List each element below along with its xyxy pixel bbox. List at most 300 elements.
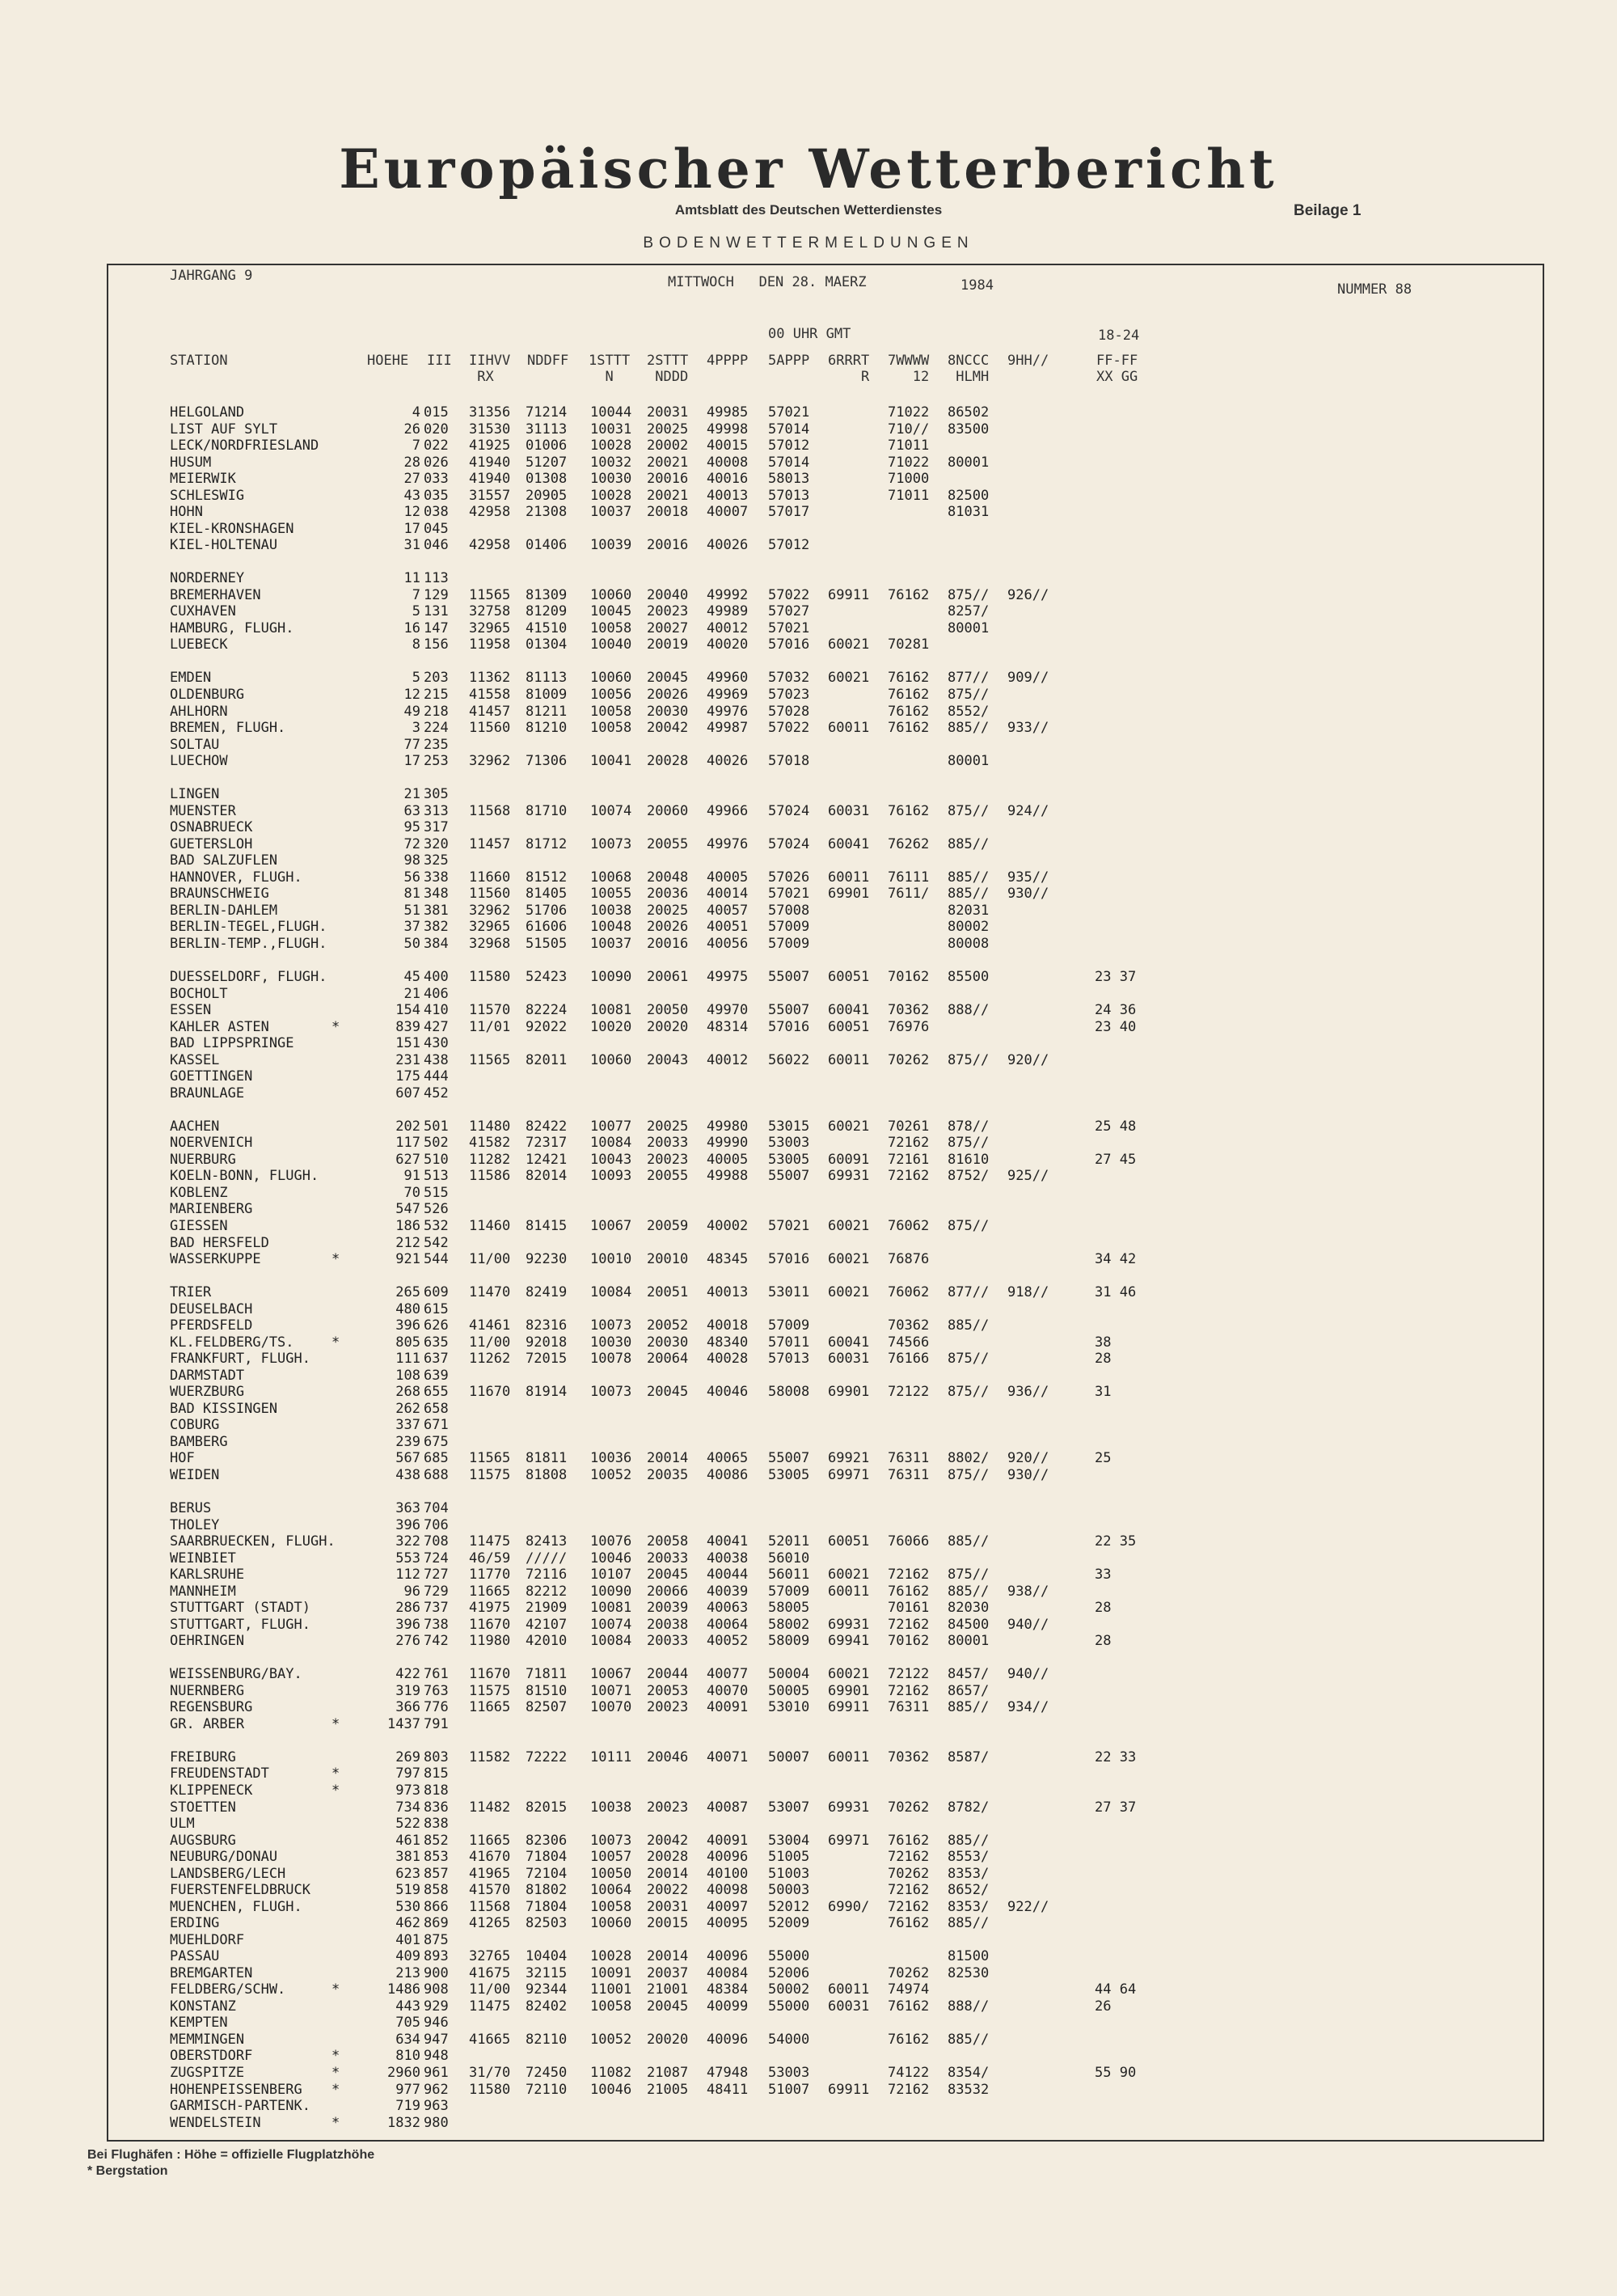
group-g1: 42958 <box>469 504 511 521</box>
group-g2: 72317 <box>526 1135 568 1152</box>
group-g4: 20045 <box>647 1384 689 1401</box>
group-g6: 51005 <box>768 1849 810 1866</box>
station-height: 422 <box>395 1666 420 1683</box>
station-height: 12 <box>403 504 420 521</box>
group-g1: 42958 <box>469 537 511 554</box>
table-row <box>0 819 1617 835</box>
table-row <box>0 1998 1617 2015</box>
group-g8: 76162 <box>888 2031 930 2048</box>
group-g8: 76162 <box>888 720 930 737</box>
group-g2: 20905 <box>526 487 568 504</box>
group-g2: ///// <box>526 1550 568 1567</box>
group-g3: 10060 <box>590 1051 632 1068</box>
station-name: NEUBURG/DONAU <box>170 1849 278 1866</box>
station-name: SCHLESWIG <box>170 487 245 504</box>
wind-gust: 31 <box>1095 1384 1112 1401</box>
station-height: 43 <box>403 487 420 504</box>
group-g6: 56022 <box>768 1051 810 1068</box>
station-name: WUERZBURG <box>170 1384 245 1401</box>
station-name: ERDING <box>170 1915 220 1932</box>
station-index: 615 <box>424 1300 449 1317</box>
station-height: 719 <box>395 2098 420 2115</box>
station-index: 406 <box>424 985 449 1002</box>
station-name: WEINBIET <box>170 1550 236 1567</box>
station-height: 63 <box>403 802 420 819</box>
group-g7: 60021 <box>828 1666 870 1683</box>
table-row <box>0 903 1617 919</box>
group-g6: 50005 <box>768 1682 810 1699</box>
station-index: 444 <box>424 1068 449 1085</box>
group-g8: 76062 <box>888 1284 930 1301</box>
table-row <box>0 737 1617 753</box>
group-g8: 70262 <box>888 1051 930 1068</box>
wind-gust: 28 <box>1095 1351 1112 1368</box>
wind-gust: 25 48 <box>1095 1118 1137 1135</box>
group-g9: 82500 <box>948 487 990 504</box>
station-name: KOELN-BONN, FLUGH. <box>170 1168 319 1185</box>
station-index: 526 <box>424 1201 449 1218</box>
group-g4: 20031 <box>647 404 689 421</box>
group-g8: 72162 <box>888 1898 930 1915</box>
group-g9: 875// <box>948 1135 990 1152</box>
station-height: 607 <box>395 1085 420 1101</box>
group-g6: 58009 <box>768 1633 810 1650</box>
station-index: 348 <box>424 886 449 903</box>
group-g4: 20048 <box>647 869 689 886</box>
group-g7: 69931 <box>828 1799 870 1816</box>
group-g4: 20030 <box>647 1334 689 1351</box>
group-g4: 20021 <box>647 454 689 471</box>
group-g1: 11560 <box>469 886 511 903</box>
station-height: 186 <box>395 1217 420 1234</box>
mountain-station-marker: * <box>331 1018 340 1035</box>
table-row <box>0 2082 1617 2098</box>
group-g2: 81309 <box>526 586 568 603</box>
group-g1: 41940 <box>469 471 511 488</box>
table-row <box>0 521 1617 537</box>
group-g3: 10038 <box>590 1799 632 1816</box>
station-name: FUERSTENFELDBRUCK <box>170 1882 310 1899</box>
group-g2: 82419 <box>526 1284 568 1301</box>
group-g7: 69911 <box>828 1699 870 1716</box>
group-g3: 10090 <box>590 1583 632 1600</box>
table-row <box>0 1417 1617 1433</box>
station-name: EMDEN <box>170 670 212 687</box>
table-row <box>0 1849 1617 1865</box>
group-g6: 52009 <box>768 1915 810 1932</box>
group-g4: 20023 <box>647 603 689 620</box>
station-name: GIESSEN <box>170 1217 228 1234</box>
table-row <box>0 969 1617 985</box>
group-g4: 20025 <box>647 1118 689 1135</box>
table-row <box>0 620 1617 636</box>
station-height: 108 <box>395 1367 420 1384</box>
table-row <box>0 1932 1617 1948</box>
station-index: 852 <box>424 1832 449 1849</box>
station-name: NOERVENICH <box>170 1135 253 1152</box>
group-g4: 20042 <box>647 1832 689 1849</box>
group-g3: 10111 <box>590 1748 632 1765</box>
group-g8: 70262 <box>888 1865 930 1882</box>
station-index: 853 <box>424 1849 449 1866</box>
station-name: LIST AUF SYLT <box>170 421 278 438</box>
group-g7: 60021 <box>828 636 870 653</box>
group-g6: 57014 <box>768 454 810 471</box>
station-height: 17 <box>403 753 420 770</box>
station-height: 839 <box>395 1018 420 1035</box>
supplement-label: Beilage 1 <box>1294 202 1362 219</box>
group-g1: 41582 <box>469 1135 511 1152</box>
group-g3: 10074 <box>590 802 632 819</box>
group-g6: 58002 <box>768 1616 810 1633</box>
group-g2: 82011 <box>526 1051 568 1068</box>
group-g1: 41558 <box>469 687 511 703</box>
group-g5: 40038 <box>707 1550 749 1567</box>
group-g9: 885// <box>948 2031 990 2048</box>
table-row <box>0 1799 1617 1816</box>
group-g3: 10028 <box>590 1948 632 1965</box>
group-g6: 57009 <box>768 919 810 936</box>
station-height: 734 <box>395 1799 420 1816</box>
group-g6: 54000 <box>768 2031 810 2048</box>
group-g1: 11482 <box>469 1799 511 1816</box>
station-height: 11 <box>403 570 420 587</box>
group-g1: 11480 <box>469 1118 511 1135</box>
group-g5: 49980 <box>707 1118 749 1135</box>
group-g1: 11665 <box>469 1699 511 1716</box>
group-g3: 10077 <box>590 1118 632 1135</box>
group-g2: 82015 <box>526 1799 568 1816</box>
table-row <box>0 488 1617 504</box>
table-row <box>0 1666 1617 1682</box>
group-g5: 40096 <box>707 1849 749 1866</box>
station-height: 7 <box>412 438 420 455</box>
footnote-airports: Bei Flughäfen : Höhe = offizielle Flugplatzhöhe <box>87 2148 375 2162</box>
table-row <box>0 1002 1617 1018</box>
group-g4: 20037 <box>647 1964 689 1981</box>
group-g3: 10084 <box>590 1633 632 1650</box>
group-g4: 20021 <box>647 487 689 504</box>
group-g6: 57012 <box>768 438 810 455</box>
station-name: ZUGSPITZE <box>170 2065 245 2081</box>
group-g9: 81031 <box>948 504 990 521</box>
group-g4: 20051 <box>647 1284 689 1301</box>
group-g9: 8257/ <box>948 603 990 620</box>
group-g6: 50007 <box>768 1748 810 1765</box>
group-g9: 80008 <box>948 935 990 952</box>
station-name: KOBLENZ <box>170 1184 228 1201</box>
station-height: 50 <box>403 935 420 952</box>
station-name: FREUDENSTADT <box>170 1765 269 1782</box>
group-g4: 20058 <box>647 1533 689 1550</box>
group-g3: 10048 <box>590 919 632 936</box>
group-g4: 20026 <box>647 919 689 936</box>
station-index: 033 <box>424 471 449 488</box>
station-height: 175 <box>395 1068 420 1085</box>
group-g3: 10084 <box>590 1284 632 1301</box>
station-name: MANNHEIM <box>170 1583 236 1600</box>
group-g1: 11560 <box>469 720 511 737</box>
group-g3: 10046 <box>590 1550 632 1567</box>
group-g3: 10074 <box>590 1616 632 1633</box>
group-g4: 20023 <box>647 1699 689 1716</box>
station-name: AHLHORN <box>170 703 228 720</box>
group-g7: 60031 <box>828 1998 870 2015</box>
group-g9: 8752/ <box>948 1168 990 1185</box>
group-g4: 20050 <box>647 1002 689 1019</box>
group-g8: 76162 <box>888 1998 930 2015</box>
table-row <box>0 471 1617 487</box>
station-height: 286 <box>395 1600 420 1617</box>
table-row <box>0 2065 1617 2081</box>
station-name: GOETTINGEN <box>170 1068 253 1085</box>
group-g9: 875// <box>948 586 990 603</box>
group-g8: 71000 <box>888 471 930 488</box>
group-g3: 10067 <box>590 1666 632 1683</box>
group-g4: 20014 <box>647 1948 689 1965</box>
group-g2: 32115 <box>526 1964 568 1981</box>
group-g6: 53007 <box>768 1799 810 1816</box>
group-g3: 10039 <box>590 537 632 554</box>
column-header-g1: IIHVV RX <box>469 353 511 385</box>
station-name: LUEBECK <box>170 636 228 653</box>
group-g3: 10028 <box>590 438 632 455</box>
station-index: 708 <box>424 1533 449 1550</box>
station-height: 8 <box>412 636 420 653</box>
station-name: BAD HERSFELD <box>170 1234 269 1251</box>
group-g2: 72110 <box>526 2081 568 2098</box>
station-index: 980 <box>424 2114 449 2131</box>
column-header-ff: FF-FF XX GG <box>1096 353 1138 385</box>
group-g5: 40056 <box>707 935 749 952</box>
group-g4: 20025 <box>647 902 689 919</box>
group-g2: 81510 <box>526 1682 568 1699</box>
station-height: 973 <box>395 1782 420 1799</box>
group-g1: 11565 <box>469 586 511 603</box>
group-g4: 20042 <box>647 720 689 737</box>
group-g8: 76311 <box>888 1450 930 1467</box>
station-height: 519 <box>395 1882 420 1899</box>
group-g1: 11670 <box>469 1384 511 1401</box>
group-g1: 32965 <box>469 619 511 636</box>
station-name: DARMSTADT <box>170 1367 245 1384</box>
table-row <box>0 421 1617 438</box>
group-g1: 46/59 <box>469 1550 511 1567</box>
group-g6: 56010 <box>768 1550 810 1567</box>
station-index: 427 <box>424 1018 449 1035</box>
group-g4: 20016 <box>647 537 689 554</box>
group-g4: 20016 <box>647 471 689 488</box>
station-height: 96 <box>403 1583 420 1600</box>
group-g4: 20026 <box>647 687 689 703</box>
table-row <box>0 1351 1617 1367</box>
station-height: 26 <box>403 421 420 438</box>
group-g6: 57009 <box>768 1317 810 1334</box>
group-g3: 11001 <box>590 1981 632 1998</box>
table-row <box>0 1201 1617 1217</box>
station-name: OBERSTDORF <box>170 2048 253 2065</box>
station-name: KARLSRUHE <box>170 1567 245 1584</box>
station-index: 218 <box>424 703 449 720</box>
group-g4: 20046 <box>647 1748 689 1765</box>
group-g9: 878// <box>948 1118 990 1135</box>
group-g2: 81113 <box>526 670 568 687</box>
station-height: 443 <box>395 1998 420 2015</box>
group-g2: 92018 <box>526 1334 568 1351</box>
station-height: 381 <box>395 1849 420 1866</box>
group-g9: 885// <box>948 1832 990 1849</box>
group-g1: 11/01 <box>469 1018 511 1035</box>
group-g1: 32962 <box>469 753 511 770</box>
group-g2: 82014 <box>526 1168 568 1185</box>
wind-gust: 26 <box>1095 1998 1112 2015</box>
period-label: 18-24 <box>1098 328 1140 344</box>
group-g8: 76066 <box>888 1533 930 1550</box>
group-g6: 55000 <box>768 1998 810 2015</box>
group-g1: 11470 <box>469 1284 511 1301</box>
group-g2: 01308 <box>526 471 568 488</box>
observation-time: 00 UHR GMT <box>768 326 851 342</box>
station-index: 704 <box>424 1499 449 1516</box>
group-g6: 57016 <box>768 636 810 653</box>
station-index: 382 <box>424 919 449 936</box>
station-name: HOHENPEISSENBERG <box>170 2081 302 2098</box>
group-g2: 92230 <box>526 1251 568 1268</box>
group-g9: 81500 <box>948 1948 990 1965</box>
group-g6: 58005 <box>768 1600 810 1617</box>
group-g3: 10036 <box>590 1450 632 1467</box>
table-row <box>0 1600 1617 1616</box>
group-g1: 41265 <box>469 1915 511 1932</box>
group-g4: 20020 <box>647 2031 689 2048</box>
group-g7: 60031 <box>828 1351 870 1368</box>
group-g5: 49966 <box>707 802 749 819</box>
group-g2: 12421 <box>526 1151 568 1168</box>
group-g3: 10058 <box>590 1998 632 2015</box>
group-g5: 49998 <box>707 421 749 438</box>
group-g5: 49987 <box>707 720 749 737</box>
group-g8: 70162 <box>888 969 930 986</box>
group-g1: 11565 <box>469 1450 511 1467</box>
station-name: KASSEL <box>170 1051 220 1068</box>
group-g7: 60021 <box>828 1284 870 1301</box>
station-name: DEUSELBACH <box>170 1300 253 1317</box>
station-name: HELGOLAND <box>170 404 245 421</box>
group-g8: 76311 <box>888 1466 930 1483</box>
group-g5: 40013 <box>707 1284 749 1301</box>
table-row <box>0 1716 1617 1732</box>
station-index: 761 <box>424 1666 449 1683</box>
report-date: MITTWOCH DEN 28. MAERZ <box>668 274 867 290</box>
group-g1: 11575 <box>469 1466 511 1483</box>
wind-gust: 22 33 <box>1095 1748 1137 1765</box>
table-row <box>0 1052 1617 1068</box>
station-height: 16 <box>403 619 420 636</box>
group-g7: 60011 <box>828 869 870 886</box>
station-height: 805 <box>395 1334 420 1351</box>
group-g9: 875// <box>948 802 990 819</box>
group-g6: 57018 <box>768 753 810 770</box>
group-g8: 74566 <box>888 1334 930 1351</box>
group-g5: 40041 <box>707 1533 749 1550</box>
group-g8: 76876 <box>888 1251 930 1268</box>
station-index: 035 <box>424 487 449 504</box>
mountain-station-marker: * <box>331 1765 340 1782</box>
group-g4: 20023 <box>647 1151 689 1168</box>
group-g3: 10041 <box>590 753 632 770</box>
group-g1: 11580 <box>469 2081 511 2098</box>
group-g1: 11/00 <box>469 1251 511 1268</box>
table-row <box>0 1317 1617 1334</box>
station-index: 305 <box>424 786 449 803</box>
station-height: 401 <box>395 1931 420 1948</box>
group-g8: 76166 <box>888 1351 930 1368</box>
group-g2: 41510 <box>526 619 568 636</box>
station-height: 438 <box>395 1466 420 1483</box>
group-g5: 49976 <box>707 835 749 852</box>
station-index: 737 <box>424 1600 449 1617</box>
volume-label: JAHRGANG 9 <box>170 268 253 284</box>
table-row <box>0 537 1617 553</box>
group-g2: 72015 <box>526 1351 568 1368</box>
group-g9: 82030 <box>948 1600 990 1617</box>
group-g8: 72162 <box>888 1882 930 1899</box>
group-g5: 40012 <box>707 619 749 636</box>
group-g2: 81712 <box>526 835 568 852</box>
station-name: WEIDEN <box>170 1466 220 1483</box>
station-height: 1832 <box>387 2114 420 2131</box>
group-g4: 20016 <box>647 935 689 952</box>
column-header-g6: 5APPP <box>768 353 810 369</box>
group-g7: 60021 <box>828 1217 870 1234</box>
mountain-station-marker: * <box>331 1782 340 1799</box>
station-name: BREMEN, FLUGH. <box>170 720 286 737</box>
group-g1: 41965 <box>469 1865 511 1882</box>
station-height: 522 <box>395 1816 420 1833</box>
column-header-g7: 6RRRT R <box>828 353 870 385</box>
group-g8: 76162 <box>888 670 930 687</box>
group-g5: 49975 <box>707 969 749 986</box>
group-g1: 11770 <box>469 1567 511 1584</box>
group-g2: 81710 <box>526 802 568 819</box>
table-row <box>0 1218 1617 1234</box>
station-height: 268 <box>395 1384 420 1401</box>
group-g1: 11/00 <box>469 1334 511 1351</box>
station-index: 452 <box>424 1085 449 1101</box>
group-g3: 10073 <box>590 1317 632 1334</box>
table-row <box>0 1168 1617 1184</box>
group-g5: 40018 <box>707 1317 749 1334</box>
table-row <box>0 1085 1617 1101</box>
station-height: 705 <box>395 2015 420 2032</box>
group-g2: 81802 <box>526 1882 568 1899</box>
group-g5: 49969 <box>707 687 749 703</box>
group-g5: 40091 <box>707 1699 749 1716</box>
group-g3: 10093 <box>590 1168 632 1185</box>
group-g5: 40063 <box>707 1600 749 1617</box>
wind-gust: 31 46 <box>1095 1284 1137 1301</box>
group-g4: 20019 <box>647 636 689 653</box>
group-g2: 82503 <box>526 1915 568 1932</box>
group-g2: 71804 <box>526 1849 568 1866</box>
station-name: BERLIN-TEGEL,FLUGH. <box>170 919 327 936</box>
station-index: 869 <box>424 1915 449 1932</box>
group-g7: 69921 <box>828 1450 870 1467</box>
group-g8: 76262 <box>888 835 930 852</box>
wind-gust: 28 <box>1095 1600 1112 1617</box>
group-g5: 48411 <box>707 2081 749 2098</box>
station-index: 203 <box>424 670 449 687</box>
